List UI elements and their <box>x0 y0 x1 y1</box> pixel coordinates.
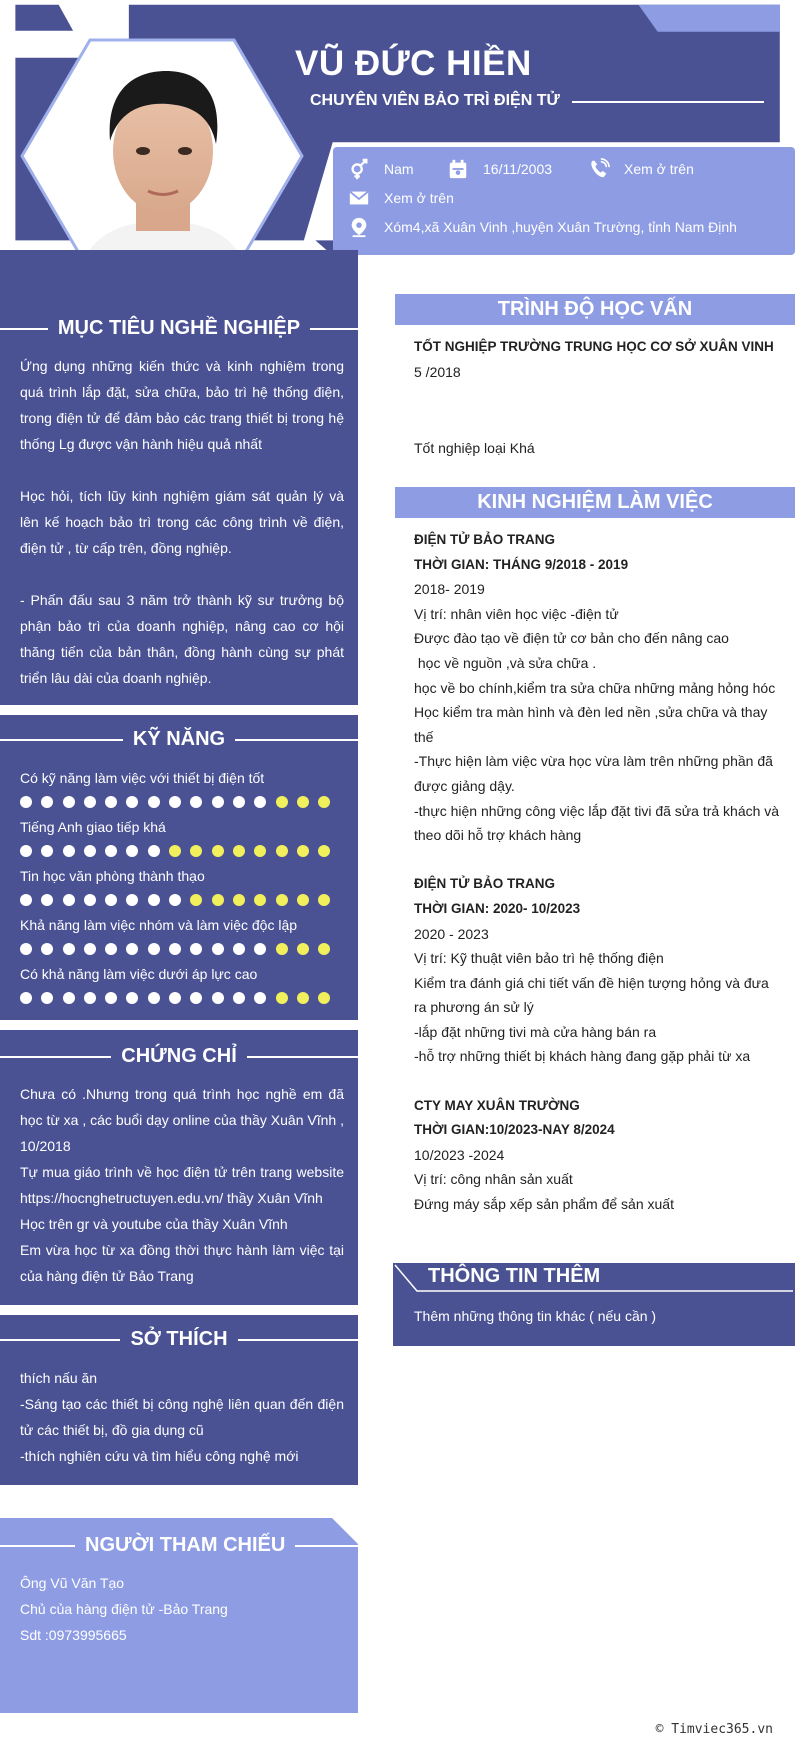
job-title: CHUYÊN VIÊN BẢO TRÌ ĐIỆN TỬ <box>310 92 560 109</box>
rating-dot-filled <box>126 943 138 955</box>
rating-dot-empty <box>318 894 330 906</box>
dob-value: 16/11/2003 <box>483 161 553 177</box>
rating-dot-filled <box>84 943 96 955</box>
objective-heading: MỤC TIÊU NGHỀ NGHIỆP <box>0 317 358 340</box>
rating-dot-empty <box>318 845 330 857</box>
rating-dot-filled <box>254 943 266 955</box>
rating-dot-filled <box>148 894 160 906</box>
education-heading: TRÌNH ĐỘ HỌC VẤN <box>395 294 795 325</box>
rating-dot-empty <box>212 894 224 906</box>
skill-item: Có khả năng làm việc dưới áp lực cao <box>20 964 344 1004</box>
phone-icon <box>588 158 610 180</box>
rating-dot-filled <box>169 796 181 808</box>
rating-dot-filled <box>41 992 53 1004</box>
rating-dot-filled <box>41 796 53 808</box>
education-result: Tốt nghiệp loại Khá <box>414 440 535 457</box>
rating-dot-filled <box>148 845 160 857</box>
email-value: Xem ở trên <box>384 190 454 206</box>
certificates-text: Chưa có .Nhưng trong quá trình học nghề em đã học từ xa , các buổi dạy online của thầy Xuân Vĩnh , 10/2018 Tự mua giáo trình về học điện tử trên trang website https://hocnghetructuyen.edu.vn/ thầy Xuân Vĩnh Học trên gr và youtube của thầy Xuân Vĩnh Em vừa học từ xa đồng thời thực hành làm việc tại của hàng điện tử Bảo Trang <box>20 1086 344 1284</box>
rating-dot-empty <box>297 992 309 1004</box>
rating-dot-filled <box>63 943 75 955</box>
extra-info-heading: THÔNG TIN THÊM <box>428 1265 601 1287</box>
rating-dot-filled <box>212 992 224 1004</box>
title-divider <box>572 101 764 103</box>
rating-dot-empty <box>169 845 181 857</box>
hobbies-text: thích nấu ăn -Sáng tạo các thiết bị công nghệ liên quan đến điện tử các thiết bị, đồ gia dụng cũ -thích nghiên cứu và tìm hiểu công nghệ mới <box>20 1370 344 1464</box>
rating-dot-filled <box>148 796 160 808</box>
skills-heading: KỸ NĂNG <box>0 728 358 751</box>
rating-dot-filled <box>84 894 96 906</box>
address-value: Xóm4,xã Xuân Vinh ,huyện Xuân Trường, tỉnh Nam Định <box>384 219 737 235</box>
email-icon <box>348 187 370 209</box>
rating-dot-filled <box>254 796 266 808</box>
skill-item: Khả năng làm việc nhóm và làm việc độc lập <box>20 915 344 955</box>
rating-dot-filled <box>190 943 202 955</box>
skill-rating <box>20 845 344 857</box>
job-item: ĐIỆN TỬ BẢO TRANG THỜI GIAN: THÁNG 9/2018 - 2019 2018- 2019 Vị trí: nhân viên học việc -điện tử Được đào tạo về điện tử cơ bản cho đến nâng cao học về nguồn ,và sửa chữa . học về bo chính,kiểm tra sửa chữa những mảng hỏng hóc Học kiểm tra màn hình và đèn led nền ,sửa chữa và thay thế -Thực hiện làm việc vừa học vừa làm trên những phần đã được giảng dậy. -thực hiện những công việc lắp đặt tivi đã sửa trả khách và theo dõi hỗ trợ khách hàng <box>414 532 780 844</box>
rating-dot-filled <box>126 992 138 1004</box>
rating-dot-filled <box>20 894 32 906</box>
rating-dot-empty <box>276 796 288 808</box>
phone-value: Xem ở trên <box>624 161 694 177</box>
education-date: 5 /2018 <box>414 363 461 380</box>
skill-rating <box>20 894 344 906</box>
skill-rating <box>20 796 344 808</box>
rating-dot-empty <box>212 845 224 857</box>
objective-text: Ứng dụng những kiến thức và kinh nghiệm trong quá trình lắp đặt, sửa chữa, bảo trì hệ thống điện, trong điện tử để đảm bảo các trang thiết bị trong hệ thống Lg được vận hành hiệu quả nhất Học hỏi, tích lũy kinh nghiệm giám sát quản lý và lên kế hoạch bảo trì trong các công trình về điện, điện tử , từ cấp trên, đồng nghiệp. - Phấn đấu sau 3 năm trở thành kỹ sư trưởng bộ phận bảo trì của doanh nghiệp, nâng cao cơ hội thăng tiến của bản thân, đồng hành cùng sự phát triển lâu dài của doanh nghiệp. <box>20 358 344 686</box>
rating-dot-filled <box>20 992 32 1004</box>
rating-dot-empty <box>297 796 309 808</box>
rating-dot-empty <box>318 943 330 955</box>
rating-dot-filled <box>126 845 138 857</box>
rating-dot-filled <box>105 845 117 857</box>
skill-rating <box>20 943 344 955</box>
rating-dot-filled <box>84 992 96 1004</box>
rating-dot-filled <box>233 796 245 808</box>
rating-dot-filled <box>233 992 245 1004</box>
rating-dot-empty <box>190 845 202 857</box>
rating-dot-empty <box>254 894 266 906</box>
rating-dot-filled <box>126 796 138 808</box>
rating-dot-empty <box>318 992 330 1004</box>
skill-item: Tiếng Anh giao tiếp khá <box>20 817 344 857</box>
experience-block <box>414 528 784 1217</box>
rating-dot-filled <box>212 796 224 808</box>
certificates-heading: CHỨNG CHỈ <box>0 1045 358 1068</box>
extra-info-text: Thêm những thông tin khác ( nếu cần ) <box>414 1308 657 1324</box>
rating-dot-filled <box>190 992 202 1004</box>
rating-dot-filled <box>41 894 53 906</box>
rating-dot-filled <box>63 992 75 1004</box>
references-heading: NGƯỜI THAM CHIẾU <box>0 1534 358 1557</box>
rating-dot-empty <box>297 845 309 857</box>
skill-rating <box>20 992 344 1004</box>
rating-dot-filled <box>233 943 245 955</box>
rating-dot-empty <box>254 845 266 857</box>
rating-dot-filled <box>105 894 117 906</box>
gender-row <box>348 158 414 180</box>
avatar <box>18 36 308 276</box>
rating-dot-filled <box>20 845 32 857</box>
rating-dot-filled <box>190 796 202 808</box>
experience-heading: KINH NGHIỆM LÀM VIỆC <box>395 487 795 518</box>
rating-dot-empty <box>276 845 288 857</box>
rating-dot-filled <box>169 894 181 906</box>
references-text: Ông Vũ Văn Tạo Chủ của hàng điện tử -Bảo Trang Sdt :0973995665 <box>20 1575 228 1643</box>
rating-dot-filled <box>254 992 266 1004</box>
rating-dot-filled <box>212 943 224 955</box>
phone-row <box>588 158 694 180</box>
rating-dot-filled <box>63 845 75 857</box>
rating-dot-filled <box>20 796 32 808</box>
rating-dot-filled <box>148 992 160 1004</box>
location-icon <box>348 216 370 238</box>
gender-icon <box>348 158 370 180</box>
calendar-icon <box>447 158 469 180</box>
rating-dot-empty <box>190 894 202 906</box>
rating-dot-filled <box>105 992 117 1004</box>
rating-dot-filled <box>63 796 75 808</box>
candidate-name: VŨ ĐỨC HIỀN <box>295 44 532 83</box>
rating-dot-filled <box>169 943 181 955</box>
rating-dot-empty <box>276 894 288 906</box>
rating-dot-empty <box>297 894 309 906</box>
rating-dot-filled <box>105 796 117 808</box>
rating-dot-filled <box>41 845 53 857</box>
address-row <box>348 216 737 238</box>
rating-dot-filled <box>20 943 32 955</box>
rating-dot-empty <box>276 943 288 955</box>
job-item: ĐIỆN TỬ BẢO TRANG THỜI GIAN: 2020- 10/2023 2020 - 2023 Vị trí: Kỹ thuật viên bảo trì hệ thống điện Kiểm tra đánh giá chi tiết vấn đề hiện tượng hỏng và đưa ra phương án sử lý -lắp đặt những tivi mà cửa hàng bán ra -hỗ trợ những thiết bị khách hàng đang gặp phải từ xa <box>414 876 769 1065</box>
email-row <box>348 187 454 209</box>
rating-dot-filled <box>126 894 138 906</box>
gender-value: Nam <box>384 161 414 177</box>
education-school: TỐT NGHIỆP TRƯỜNG TRUNG HỌC CƠ SỞ XUÂN VINH <box>414 339 774 354</box>
rating-dot-filled <box>84 845 96 857</box>
footer-copyright: © Timviec365.vn <box>655 1722 773 1737</box>
rating-dot-empty <box>276 992 288 1004</box>
rating-dot-empty <box>318 796 330 808</box>
rating-dot-filled <box>169 992 181 1004</box>
skill-item: Tin học văn phòng thành thạo <box>20 866 344 906</box>
hobbies-heading: SỞ THÍCH <box>0 1328 358 1351</box>
dob-row <box>447 158 552 180</box>
rating-dot-empty <box>297 943 309 955</box>
rating-dot-filled <box>148 943 160 955</box>
education-block <box>414 335 784 461</box>
job-item: CTY MAY XUÂN TRƯỜNG THỜI GIAN:10/2023-NAY 8/2024 10/2023 -2024 Vị trí: công nhân sản xuất Đứng máy sắp xếp sản phẩm để sản xuất <box>414 1097 674 1213</box>
skill-item: Có kỹ năng làm việc với thiết bị điện tốt <box>20 768 344 808</box>
rating-dot-filled <box>41 943 53 955</box>
rating-dot-filled <box>63 894 75 906</box>
rating-dot-filled <box>105 943 117 955</box>
rating-dot-filled <box>84 796 96 808</box>
rating-dot-empty <box>233 845 245 857</box>
contact-info-box <box>333 147 795 255</box>
rating-dot-empty <box>233 894 245 906</box>
